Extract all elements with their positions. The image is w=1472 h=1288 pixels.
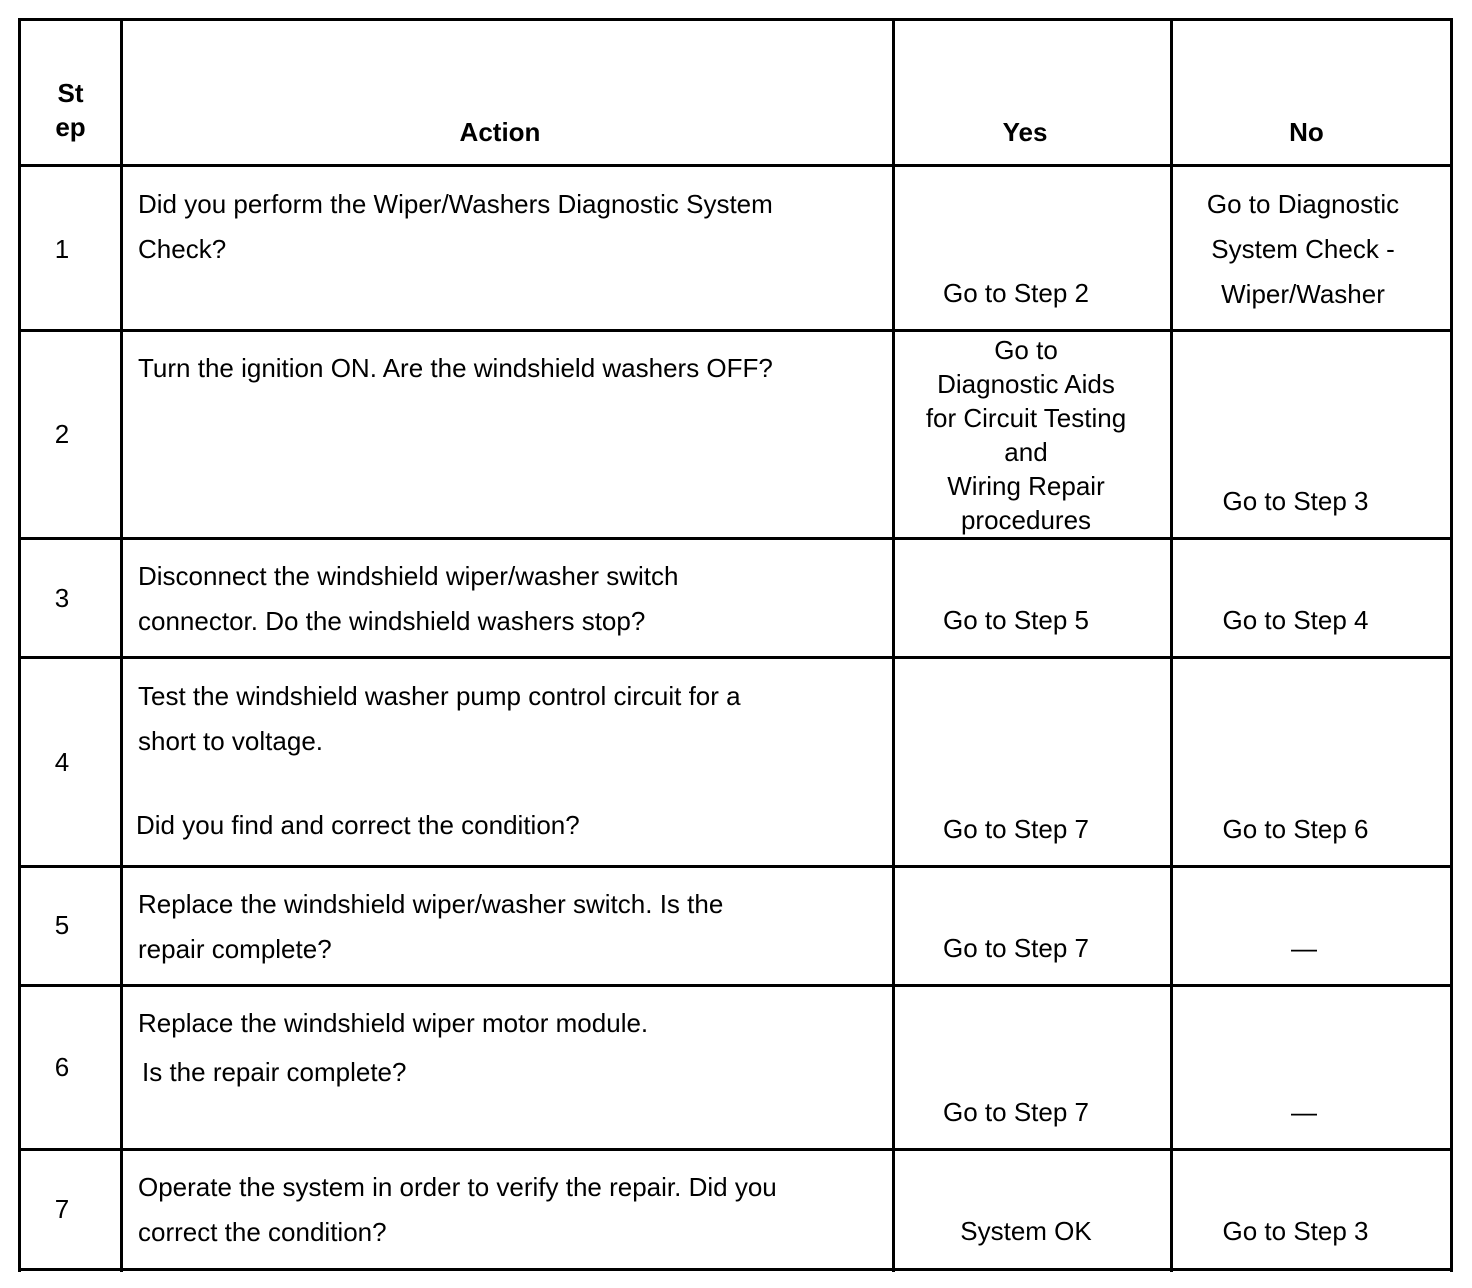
yes-line: Go to xyxy=(994,335,1058,365)
step-number: 1 xyxy=(54,234,70,264)
header-no: No xyxy=(1289,117,1324,147)
action-line: Test the windshield washer pump control circuit for a xyxy=(138,681,741,711)
step-number: 5 xyxy=(54,910,70,940)
yes-result: Go to Step 7 xyxy=(943,814,1089,844)
no-result: Go to Step 6 xyxy=(1222,814,1369,844)
action-text xyxy=(138,674,741,764)
step-number: 3 xyxy=(54,583,70,613)
row-divider xyxy=(18,865,1453,868)
yes-result: System OK xyxy=(960,1216,1092,1246)
step-number: 7 xyxy=(54,1194,70,1224)
yes-line: for Circuit Testing xyxy=(925,403,1127,433)
action-line: repair complete? xyxy=(138,934,332,964)
yes-line: and xyxy=(1004,437,1048,467)
yes-line: procedures xyxy=(960,505,1092,535)
row-divider xyxy=(18,164,1453,167)
header-step xyxy=(21,76,120,144)
yes-line: Diagnostic Aids xyxy=(937,369,1115,399)
no-line: System Check - xyxy=(1211,234,1395,264)
header-action: Action xyxy=(459,117,541,147)
no-line: Wiper/Washer xyxy=(1221,279,1385,309)
header-step-line: ep xyxy=(55,112,86,142)
column-divider xyxy=(892,18,895,1272)
row-divider xyxy=(18,537,1453,540)
action-line: short to voltage. xyxy=(138,726,323,756)
no-result xyxy=(1173,182,1433,317)
step-number: 4 xyxy=(54,747,70,777)
header-step-line: St xyxy=(57,78,84,108)
yes-result: Go to Step 7 xyxy=(943,933,1089,963)
no-result: — xyxy=(1291,1097,1317,1127)
no-result: Go to Step 3 xyxy=(1222,486,1369,516)
row-divider xyxy=(18,656,1453,659)
no-result: Go to Step 3 xyxy=(1222,1216,1369,1246)
action-line: connector. Do the windshield washers stop? xyxy=(138,606,646,636)
step-number: 6 xyxy=(54,1052,70,1082)
action-line: Check? xyxy=(138,234,227,264)
action-question: Is the repair complete? xyxy=(142,1057,407,1087)
action-text xyxy=(138,1165,777,1255)
no-result: Go to Step 4 xyxy=(1222,605,1369,635)
action-line: Did you perform the Wiper/Washers Diagnostic System xyxy=(138,189,773,219)
yes-result: Go to Step 5 xyxy=(943,605,1089,635)
table-border-right xyxy=(1450,18,1453,1272)
action-text xyxy=(138,554,678,644)
yes-result: Go to Step 7 xyxy=(943,1097,1089,1127)
yes-result: Go to Step 2 xyxy=(943,278,1089,308)
action-text: Replace the windshield wiper motor module. xyxy=(138,1008,649,1038)
row-divider xyxy=(18,1148,1453,1151)
yes-line: Wiring Repair xyxy=(947,471,1105,501)
row-divider xyxy=(18,329,1453,332)
table-border-bottom xyxy=(18,1268,1453,1271)
action-line: Disconnect the windshield wiper/washer switch xyxy=(138,561,679,591)
table-border-top xyxy=(18,18,1453,21)
row-divider xyxy=(18,984,1453,987)
step-number: 2 xyxy=(54,419,70,449)
no-result: — xyxy=(1291,933,1317,963)
header-yes: Yes xyxy=(1002,117,1048,147)
action-line: correct the condition? xyxy=(138,1217,387,1247)
action-line: Replace the windshield wiper/washer switch. Is the xyxy=(138,889,724,919)
action-text xyxy=(138,882,723,972)
action-line: Operate the system in order to verify the repair. Did you xyxy=(138,1172,777,1202)
yes-result xyxy=(895,333,1157,537)
action-text: Turn the ignition ON. Are the windshield washers OFF? xyxy=(138,353,773,383)
no-line: Go to Diagnostic xyxy=(1206,189,1400,219)
action-text xyxy=(138,182,773,272)
column-divider xyxy=(120,18,123,1272)
action-question: Did you find and correct the condition? xyxy=(136,810,580,840)
